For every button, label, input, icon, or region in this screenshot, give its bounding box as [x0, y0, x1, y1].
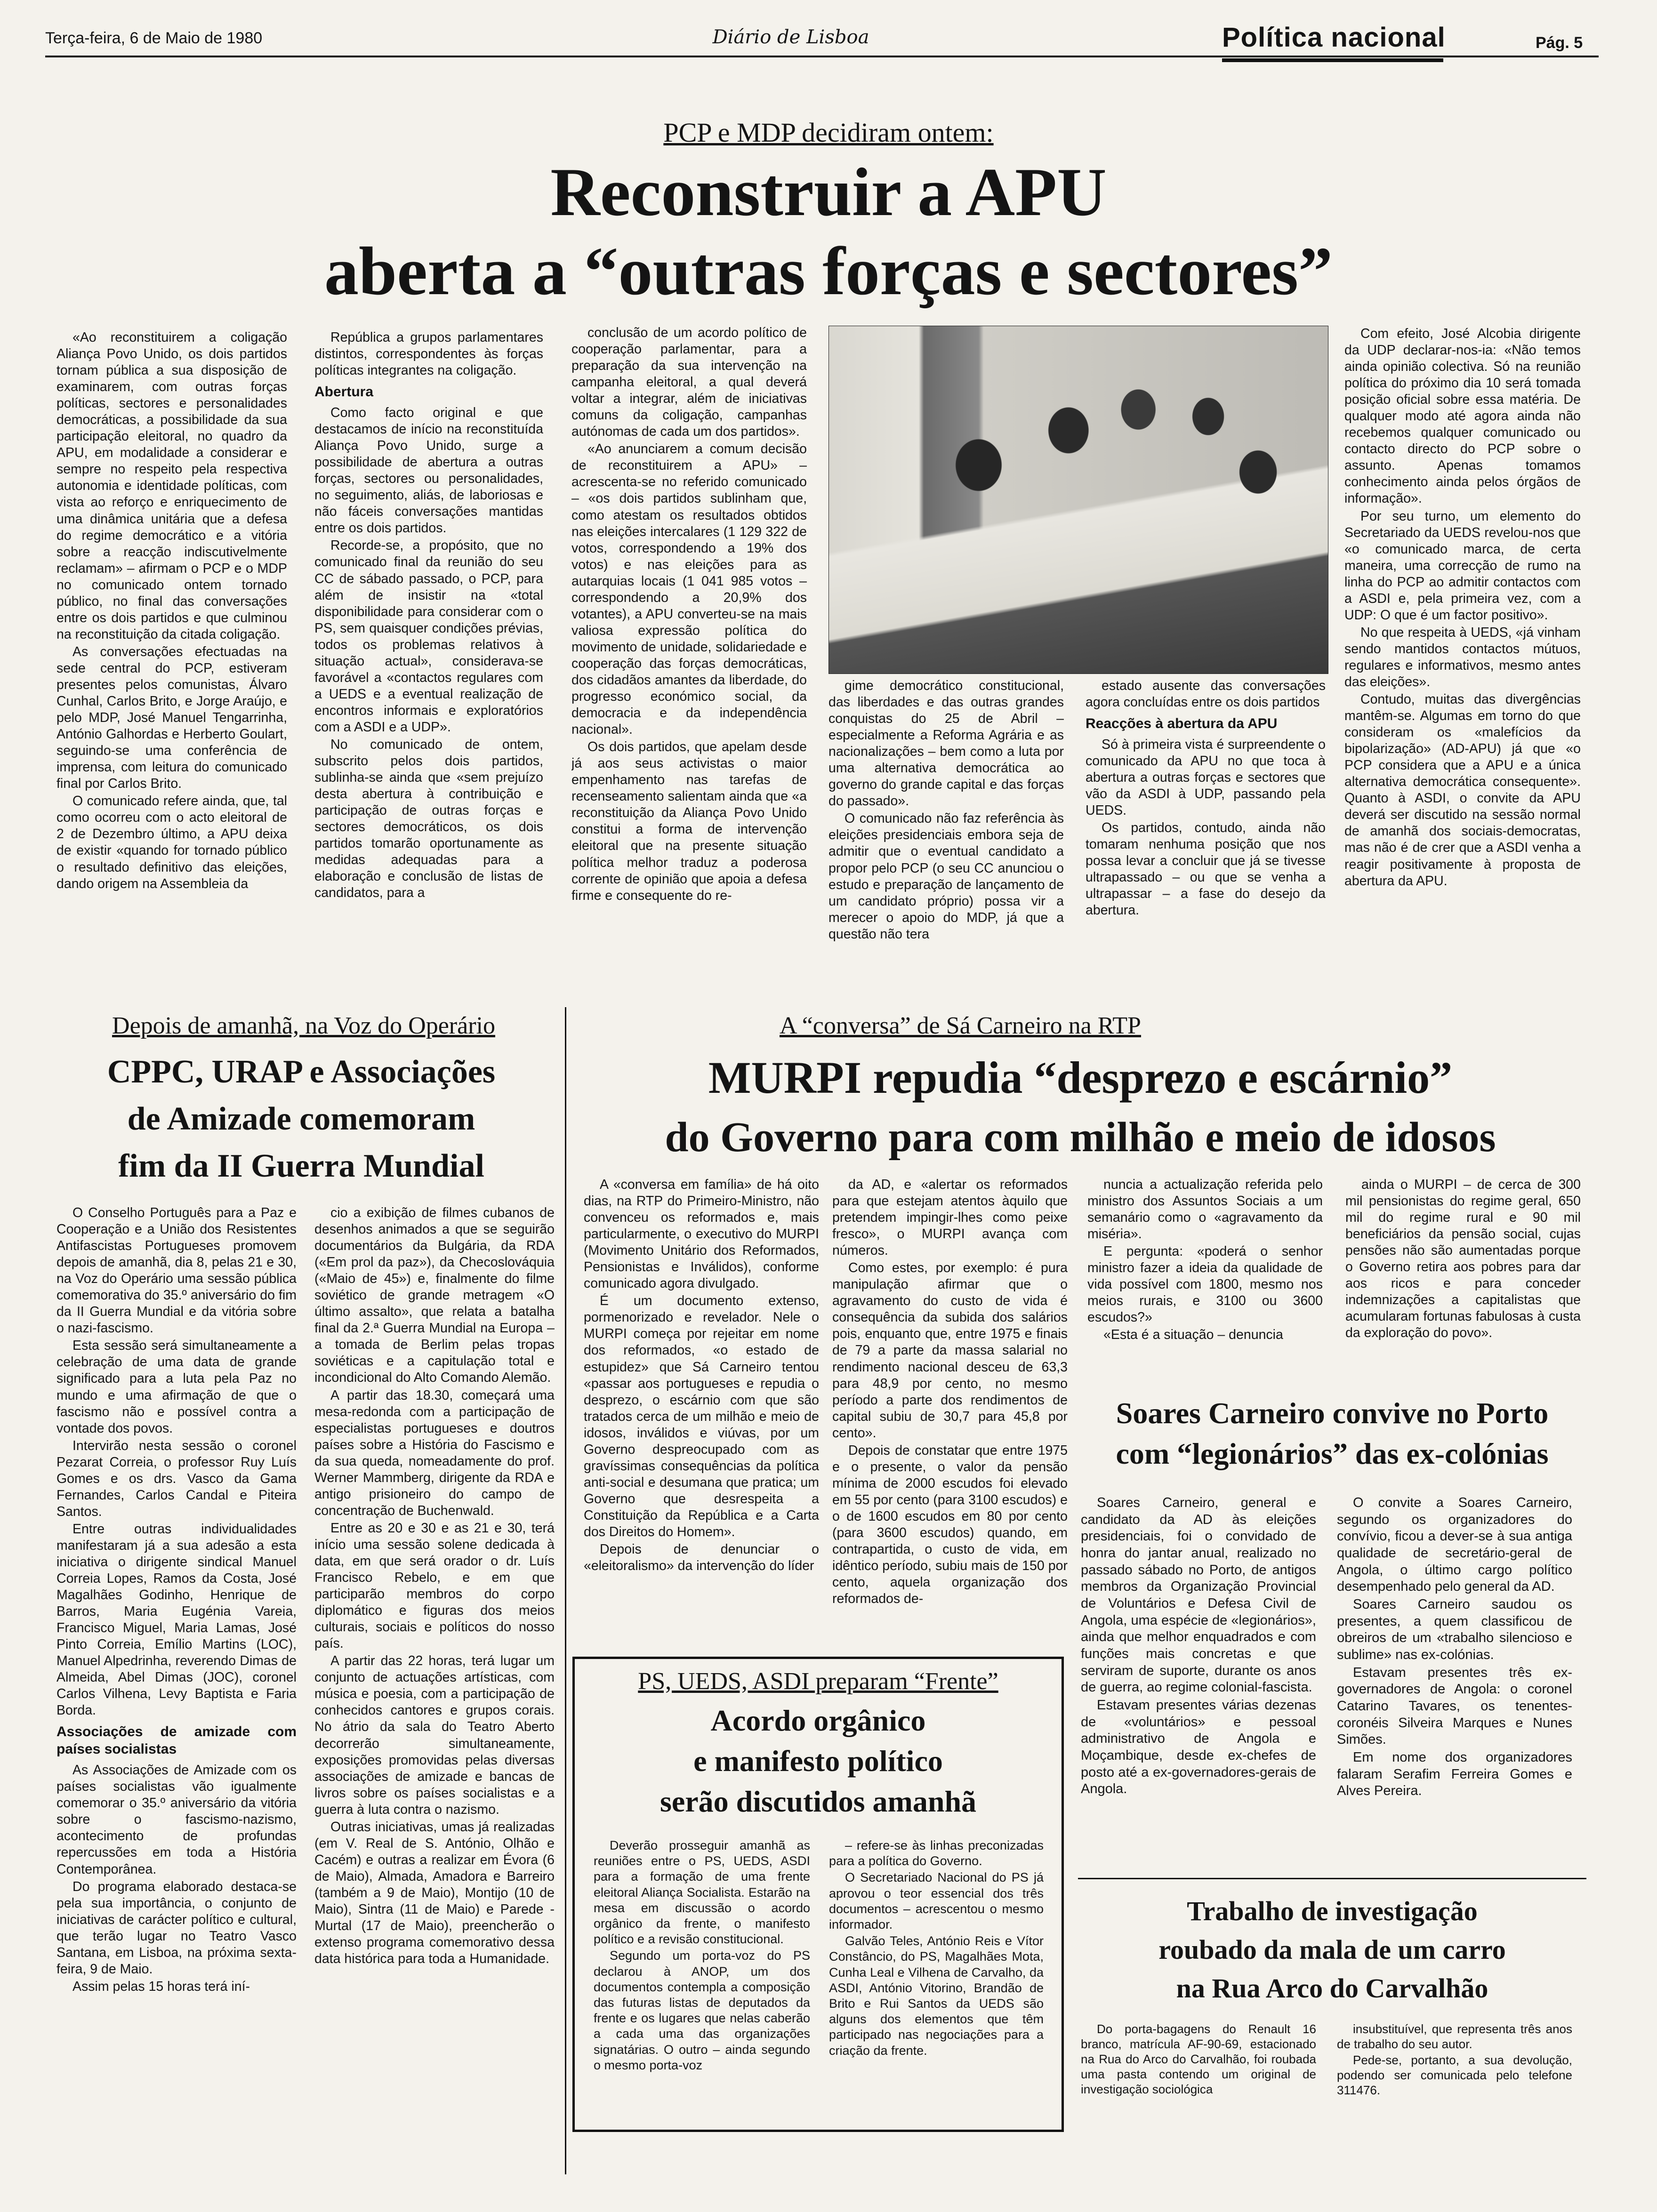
soares-column-1 [1081, 1495, 1316, 1862]
paragraph: Depois de constatar que entre 1975 e o presente, o valor da pensão mínima de 2000 escudos foi elevado em 55 por cento (para 3100 escudos) e o de 1600 escudos em 80 por cento (para 3600 escudos) quando, em contrapartida, o custo de vida, em idêntico período, subiu mais de 150 por cento, aquela organização dos reformados de- [832, 1443, 1068, 1607]
trabalho-headline-line-1: Trabalho de investigação [1187, 1896, 1478, 1926]
paragraph: Por seu turno, um elemento do Secretariado da UEDS revelou-nos que «o comunicado marca, de certa maneira, uma correcção de rumo na linha do PCP ao admitir contactos com a ASDI e, pela primeira vez, com a UDP: O que é um factor positivo». [1344, 508, 1581, 623]
murpi-column-1 [584, 1177, 819, 1647]
paragraph: Entre outras individualidades manifestaram já a sua adesão a esta iniciativa o dirigente sindical Manuel Correia Lopes, Ramos da Costa, José Magalhães Godinho, Henrique de Barros, Maria Eugénia Vareia, Francisco Miguel, Maria Lamas, José Pinto Correia, Emílio Martins (LOC), Manuel Alpedrinha, reverendo Dimas de Almeida, Abel Dimas (JOC), coronel Carlos Vilhena, Levy Baptista e Faria Borda. [56, 1521, 297, 1718]
masthead-section: Política nacional [1222, 22, 1446, 53]
paragraph: O Conselho Português para a Paz e Cooperação e a União dos Resistentes Antifascistas Portugueses promovem depois de amanhã, dia 8, pelas 21 e 30, na Voz do Operário uma sessão pública comemorativa do 35.º aniversário do fim da II Guerra Mundial e da vitória sobre o nazi-fascismo. [56, 1205, 297, 1336]
frente-headline-line-1: Acordo orgânico [710, 1704, 926, 1737]
lead-column-1 [56, 329, 287, 988]
paragraph: Entre as 20 e 30 e as 21 e 30, terá início uma sessão solene dedicada à data, em que será orador o dr. Luís Francisco Rebelo, e em que participarão membros do corpo diplomático e figuras dos meios culturais, sociais e políticos do nosso país. [314, 1520, 555, 1651]
frente-column-2 [829, 1838, 1044, 2120]
paragraph: – refere-se às linhas preconizadas para a política do Governo. [829, 1838, 1044, 1868]
paragraph: «Ao anunciarem a comum decisão de reconstituirem a APU» – acrescenta-se no referido comunicado – «os dois partidos sublinham que, como atestam os resultados obtidos nas eleições intercalares (1 129 322 de votos, correspondendo a 19% dos votos) e nas eleições para as autarquias locais (1 041 985 votos – correspondendo a 20,9% dos votantes), a APU converteu-se na mais valiosa expressão política do movimento de unidade, solidariedade e cooperação das forças democráticas, dos cidadãos amantes da liberdade, do progresso económico social, da democracia e da independência nacional». [571, 441, 807, 737]
soares-column-2 [1337, 1495, 1572, 1862]
paragraph: A partir das 18.30, começará uma mesa-redonda com a participação de especialistas portugueses e doutros países sobre a História do Fascismo e da sua queda, nomeadamente do prof. Werner Mammberg, dirigente da RDA e antigo prisioneiro do campo de concentração de Buchenwald. [314, 1387, 555, 1518]
paragraph: Do porta-bagagens do Renault 16 branco, matrícula AF-90-69, estacionado na Rua do Arco do Carvalhão, foi roubada uma pasta contendo um original de investigação sociológica [1081, 2022, 1316, 2096]
masthead-section-underline [1222, 58, 1443, 62]
masthead-date: Terça-feira, 6 de Maio de 1980 [45, 29, 263, 47]
paragraph: Outras iniciativas, umas já realizadas (em V. Real de S. António, Olhão e Cacém) e outras a realizar em Évora (6 de Maio), Almada, Amadora e Barreiro (também a 9 de Maio), Montijo (10 de Maio), Sintra (11 de Maio) e Parede - Murtal (17 de Maio), preencherão o extenso programa comemorativo dessa data histórica para toda a Humanidade. [314, 1819, 555, 1967]
soares-headline-line-1: Soares Carneiro convive no Porto [1116, 1396, 1549, 1430]
paragraph: Estavam presentes três ex-governadores de Angola: o coronel Catarino Tavares, os tenentes-coronéis Silveira Marques e Nunes Simões. [1337, 1665, 1572, 1747]
paragraph: Deverão prosseguir amanhã as reuniões entre o PS, UEDS, ASDI para a formação de uma frente eleitoral Aliança Socialista. Estarão na mesa em discussão o acordo orgânico da frente, o manifesto político e a revisão constitucional. [594, 1838, 810, 1947]
paragraph: No que respeita à UEDS, «já vinham sendo mantidos contactos mútuos, regulares e informativos, mesmo antes das eleições». [1344, 625, 1581, 689]
paragraph: O convite a Soares Carneiro, segundo os organizadores do convívio, ficou a dever-se à sua antiga qualidade de secretário-geral de Angola, o último cargo político desempenhado pelo general da AD. [1337, 1495, 1572, 1595]
paragraph: conclusão de um acordo político de cooperação parlamentar, para a preparação da sua intervenção na campanha eleitoral, a qual deverá voltar a integrar, além de iniciativas comuns da coligação, campanhas autónomas de cada um dos partidos». [571, 325, 807, 440]
paragraph: Recorde-se, a propósito, que no comunicado final da reunião do seu CC de sábado passado, o PCP, para além de insistir na «total disponibilidade para considerar com o PS, sem quaisquer condições prévias, todos os problemas relativos à situação actual», considerava-se favorável a «contactos regulares com a UEDS e a eventual realização de encontros informais e exploratórios com a ASDI e a UDP». [314, 538, 543, 735]
paragraph: As Associações de Amizade com os países socialistas vão igualmente comemorar o 35.º aniversário da vitória sobre o fascismo-nazismo, acontecimento de profundas repercussões em toda a História Contemporânea. [56, 1763, 297, 1877]
frente-kicker: PS, UEDS, ASDI preparam “Frente” [638, 1668, 998, 1695]
cppc-column-1 [56, 1205, 297, 2184]
masthead-paper-name: Diário de Lisboa [712, 26, 869, 48]
paragraph: «Esta é a situação – denuncia [1103, 1327, 1283, 1343]
paragraph: Soares Carneiro, general e candidato da AD às eleições presidenciais, foi o convidado de honra do jantar anual, realizado no passado sábado no Porto, de antigos membros da Organização Provincial de Voluntários e Defesa Civil de Angola, uma espécie de «legionários», ainda que melhor enquadrados e com funções mais concretas e que serviram de suporte, durante os anos de guerra, ao regime colonial-fascista. [1081, 1495, 1316, 1695]
paragraph: No comunicado de ontem, subscrito pelos dois partidos, sublinha-se ainda que «sem prejuízo desta abertura à contribuição e participação de outras forças e sectores democráticos, os dois partidos tomarão oportunamente as medidas adequadas para a elaboração e conclusão de listas de candidatos, para a [314, 737, 543, 901]
trabalho-headline-line-3: na Rua Arco do Carvalhão [1176, 1973, 1488, 2004]
paragraph: Como estes, por exemplo: é pura manipulação afirmar que o agravamento do custo de vida é consequência da subida dos salários pois, enquanto que, entre 1975 e finais de 79 a parte da massa salarial no rendimento nacional desceu de 63,3 para 48,9 por cento, no mesmo período a parte dos rendimentos de capital subiu de 30,7 para 45,8 por cento». [832, 1260, 1068, 1441]
section-divider [1078, 1878, 1586, 1879]
paragraph: da AD, e «alertar os reformados para que estejam atentos àquilo que pretendem impingir-lhes como peixe fresco», o MURPI avança com números. [832, 1177, 1068, 1258]
paragraph: Com efeito, José Alcobia dirigente da UDP declarar-nos-ia: «Não temos ainda opinião colectiva. Só na reunião política do próximo dia 10 será tomada posição oficial sobre essa matéria. De qualquer modo até agora ainda não recebemos qualquer comunicado ou contacto directo do PCP sobre o assunto. Apenas tomamos conhecimento ainda pelos órgãos de informação». [1344, 326, 1581, 506]
frente-column-1 [594, 1838, 810, 2120]
lead-column-4 [828, 678, 1064, 988]
paragraph: O Secretariado Nacional do PS já aprovou o teor essencial dos três documentos – acrescentou o mesmo informador. [829, 1870, 1044, 1932]
cppc-headline-line-2: de Amizade comemoram [127, 1101, 475, 1137]
cppc-headline-line-3: fim da II Guerra Mundial [118, 1148, 484, 1184]
paragraph: Soares Carneiro saudou os presentes, a quem classificou de obreiros de um «trabalho silencioso e sublime» nas ex-colónias. [1337, 1596, 1572, 1662]
paragraph: ainda o MURPI – de cerca de 300 mil pensionistas do regime geral, 650 mil do regime rural e 90 mil beneficiários da pensão social, cujas pensões não são aumentadas porque o Governo retira aos pobres para dar aos ricos e para conceder indemnizações a capitalistas que acumularam fortunas fabulosas à custa da exploração do povo». [1345, 1177, 1581, 1341]
paragraph: Intervirão nesta sessão o coronel Pezarat Correia, o professor Ruy Luís Gomes e os drs. Vasco da Gama Fernandes, Carlos Candal e Piteira Santos. [56, 1438, 297, 1519]
paragraph: estado ausente das conversações agora concluídas entre os dois partidos [1086, 678, 1326, 710]
paragraph: Estavam presentes várias dezenas de «voluntários» e pessoal administrativo de Angola e Moçambique, desde ex-chefes de posto até a ex-governadores-gerais de Angola. [1081, 1697, 1316, 1797]
paragraph: cio a exibição de filmes cubanos de desenhos animados a que se seguirão documentários da Bulgária, da RDA («Em prol da paz»), da Checoslováquia («Maio de 45») e, finalmente do filme soviético de grande metragem «O último assalto», que relata a batalha final da 2.ª Guerra Mundial na Europa – a tomada de Berlim pelas tropas soviéticas e a capitulação total e incondicional do Alto Comando Alemão. [314, 1205, 555, 1386]
paragraph: Os partidos, contudo, ainda não tomaram nenhuma posição que nos possa levar a concluir que já se tivesse ultrapassado – ou que se venha a ultrapassar – a fase do desejo da abertura. [1086, 820, 1326, 918]
paragraph: Em nome dos organizadores falaram Serafim Ferreira Gomes e Alves Pereira. [1337, 1749, 1572, 1799]
paragraph: insubstituível, que representa três anos de trabalho do seu autor. [1337, 2022, 1572, 2051]
paragraph: Como facto original e que destacamos de início na reconstituída Aliança Povo Unido, surge a possibilidade de abertura a outras forças, sectores ou personalidades, no seguimento, aliás, de laboriosas e não fáceis conversações mantidas entre os dois partidos. [314, 405, 543, 536]
paragraph: E pergunta: «poderá o senhor ministro fazer a ideia da qualidade de vida possível com 1800, mesmo nos meios rurais, e 3100 ou 3600 escudos?» [1087, 1244, 1323, 1325]
paragraph: O comunicado refere ainda, que, tal como ocorreu com o acto eleitoral de 2 de Dezembro último, a APU deixa de existir «quando for tornado público o resultado definitivo das eleições, dando origem na Assembleia da [56, 793, 287, 891]
subheading: Abertura [314, 384, 374, 400]
paragraph: gime democrático constitucional, das liberdades e das outras grandes conquistas do 25 de Abril – especialmente a Reforma Agrária e as nacionalizações – bem como a luta por uma alternativa democrática ao governo do grande capital e das forças do passado». [828, 678, 1064, 809]
frente-headline-line-3: serão discutidos amanhã [660, 1785, 977, 1818]
lead-kicker: PCP e MDP decidiram ontem: [663, 117, 994, 148]
paragraph: É um documento extenso, pormenorizado e revelador. Nele o MURPI começa por rejeitar em nome dos reformados, «o estado de estupidez» que Sá Carneiro tentou «passar aos portugueses e repudia o desprezo, o escárnio com que são tratados cerca de um milhão e meio de idosos, inválidos e viúvas, por um Governo despreocupado com as gravíssimas consequências da política anti-social e desumana que pratica; um Governo que desrespeita a Constituição da República e a Carta dos Direitos do Homem». [584, 1293, 819, 1539]
trabalho-headline-line-2: roubado da mala de um carro [1158, 1934, 1506, 1965]
cppc-column-2 [314, 1205, 555, 2184]
masthead-rule [45, 56, 1599, 57]
lead-column-2 [314, 329, 543, 988]
paragraph: «Ao reconstituirem a coligação Aliança Povo Unido, os dois partidos tornam pública a sua disposição de examinarem, com outras forças políticas, sectores e personalidades democráticas, a possibilidade da sua participação eleitoral, no quadro da APU, em modalidade a considerar e sempre no respeito pela respectiva autonomia e identidade políticas, com vista ao reforço e enriquecimento de uma dinâmica unitária que a defesa do regime democrático e a vitória sobre a reacção indiscutivelmente reclamam» – afirmam o PCP e o MDP no comunicado ontem tornado público, no final das conversações entre os dois partidos e que culminou na reconstituição da citada coligação. [56, 330, 287, 642]
paragraph: As conversações efectuadas na sede central do PCP, estiveram presentes pelos comunistas, Álvaro Cunhal, Carlos Brito, e Jorge Araújo, e pelo MDP, José Manuel Tengarrinha, António Galhordas e Herberto Goulart, seguindo-se uma conferência de imprensa, com leitura do comunicado final por Carlos Brito. [56, 644, 287, 792]
murpi-column-4 [1345, 1177, 1581, 1384]
paragraph: Do programa elaborado destaca-se pela sua importância, o conjunto de iniciativas de carácter político e cultural, que terão lugar no Teatro Vasco Santana, em Lisboa, na próxima sexta-feira, 9 de Maio. [56, 1879, 297, 1977]
paragraph: nuncia a actualização referida pelo ministro dos Assuntos Sociais a um semanário como o «agravamento da miséria». [1087, 1177, 1323, 1242]
paragraph: República a grupos parlamentares distintos, correspondentes às forças políticas integrantes na coligação. [314, 330, 543, 378]
subheading: Associações de amizade com países socialistas [56, 1724, 297, 1757]
murpi-headline-line-1: MURPI repudia “desprezo e escárnio” [708, 1052, 1453, 1103]
paragraph: A «conversa em família» de há oito dias, na RTP do Primeiro-Ministro, não convenceu os reformados e, mais particularmente, o executivo do MURPI (Movimento Unitário dos Reformados, Pensionistas e Inválidos), conforme comunicado agora divulgado. [584, 1177, 819, 1291]
paragraph: Só à primeira vista é surpreendente o comunicado da APU no que toca à abertura a outras forças e sectores que vão da ASDI à UDP, passando pela UEDS. [1086, 737, 1326, 818]
paragraph: Contudo, muitas das divergências mantêm-se. Algumas em torno do que consideram os «malefícios da bipolarização» (AD-APU) já que «o PCP considera que a APU e a única alternativa democrática consequente». Quanto à ASDI, o convite da APU deverá ser discutido na sessão normal de amanhã dos sociais-democratas, mas não é de crer que a ASDI venha a reagir positivamente à proposta de abertura da APU. [1344, 692, 1581, 889]
paragraph: A partir das 22 horas, terá lugar um conjunto de actuações artísticas, com música e poesia, com a participação de conhecidos cantores e grupos corais. No átrio da sala do Teatro Aberto decorrerão simultaneamente, exposições promovidas pelas diversas associações de amizade e bancas de livros sobre os países socialistas e a guerra à luta contra o nazismo. [314, 1653, 555, 1817]
masthead-page-number: Pág. 5 [1536, 34, 1583, 52]
murpi-kicker: A “conversa” de Sá Carneiro na RTP [780, 1012, 1141, 1039]
paragraph: Segundo um porta-voz do PS declarou à ANOP, um dos documentos contempla a composição das futuras listas de deputados da frente e os lugares que nelas caberão a cada uma das organizações signatárias. O outro – ainda segundo o mesmo porta-voz [594, 1948, 810, 2072]
lead-headline-line-2: aberta a “outras forças e sectores” [324, 233, 1333, 309]
paragraph: Pede-se, portanto, a sua devolução, podendo ser comunicada pelo telefone 311476. [1337, 2052, 1572, 2097]
paragraph: O comunicado não faz referência às eleições presidenciais embora seja de admitir que o eventual candidato a propor pelo PCP (o seu CC anunciou o estudo e preparação de lançamento de um candidato próprio) possa vir a merecer o apoio do MDP, já que a questão não tera [828, 811, 1064, 942]
lead-column-5 [1086, 678, 1326, 988]
murpi-column-2 [832, 1177, 1068, 1647]
paragraph: Depois de denunciar o «eleitoralismo» da intervenção do líder [584, 1542, 819, 1574]
cppc-kicker: Depois de amanhã, na Voz do Operário [112, 1012, 495, 1039]
paragraph: Galvão Teles, António Reis e Vítor Constâncio, do PS, Magalhães Mota, Cunha Leal e Vilhena de Carvalho, da ASDI, António Vitorino, Brandão de Brito e Rui Santos da UEDS são alguns dos elementos que têm participado nas negociações para a criação da frente. [829, 1934, 1044, 2058]
lead-column-3 [571, 325, 807, 988]
frente-box [572, 1657, 1064, 2132]
lead-photo-meeting [828, 326, 1328, 674]
lead-column-6 [1344, 326, 1581, 989]
column-divider [565, 1007, 566, 2174]
paragraph: Assim pelas 15 horas terá iní- [72, 1979, 250, 1994]
murpi-headline-line-2: do Governo para com milhão e meio de idosos [665, 1114, 1496, 1161]
paragraph: Os dois partidos, que apelam desde já aos seus activistas o maior empenhamento nas tarefas de recenseamento salientam ainda que «a reconstituição da Aliança Povo Unido constitui a forma de intervenção eleitoral que na presente situação política melhor traduz a poderosa corrente de opinião que apoia a defesa firme e consequente do re- [571, 739, 807, 903]
cppc-headline-line-1: CPPC, URAP e Associações [107, 1054, 496, 1090]
paragraph: Esta sessão será simultaneamente a celebração de uma data de grande significado para a luta pela Paz no mundo e uma afirmação de que o fascismo não e possível contra a vontade dos povos. [56, 1338, 297, 1436]
trabalho-column-2 [1337, 2022, 1572, 2163]
subheading: Reacções à abertura da APU [1086, 716, 1278, 732]
soares-headline-line-2: com “legionários” das ex-colónias [1116, 1437, 1549, 1470]
trabalho-column-1 [1081, 2022, 1316, 2163]
frente-headline-line-2: e manifesto político [693, 1744, 943, 1778]
murpi-column-3 [1087, 1177, 1323, 1384]
lead-headline-line-1: Reconstruir a APU [550, 154, 1107, 230]
